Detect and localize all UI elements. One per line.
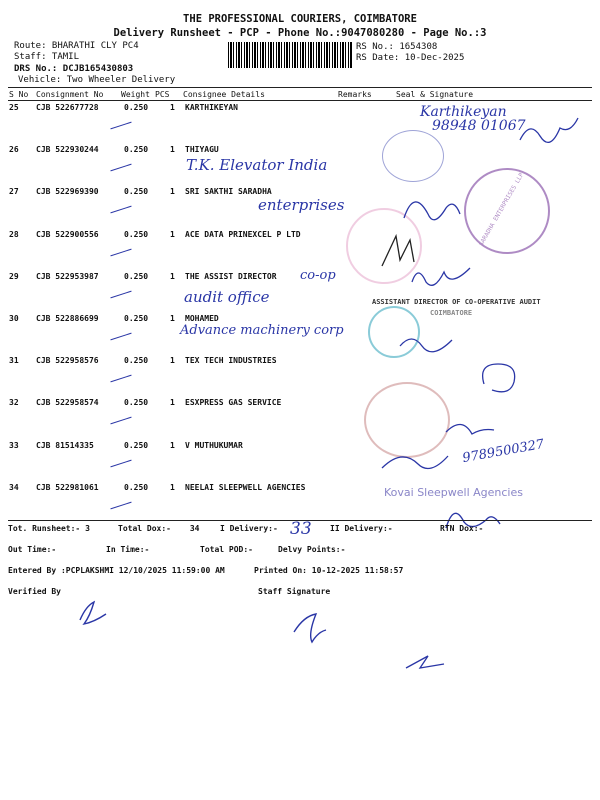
row-consignee: THIYAGU bbox=[185, 145, 219, 154]
row-pcs: 1 bbox=[170, 103, 175, 112]
route-label: Route: BHARATHI CLY PC4 bbox=[14, 41, 139, 51]
col-consignment: Consignment No bbox=[36, 90, 104, 99]
row-pcs: 1 bbox=[170, 356, 175, 365]
row-consignment-no: CJB 522886699 bbox=[36, 314, 99, 323]
printed-on: Printed On: 10-12-2025 11:58:57 bbox=[254, 566, 404, 575]
row-weight: 0.250 bbox=[124, 103, 149, 112]
staff-label: Staff: TAMIL bbox=[14, 52, 80, 62]
row-consignment-no: CJB 522677728 bbox=[36, 103, 99, 112]
rs-date: RS Date: 10-Dec-2025 bbox=[356, 53, 465, 63]
col-sno: S No bbox=[9, 90, 29, 99]
vehicle-label: Vehicle: Two Wheeler Delivery bbox=[18, 75, 176, 85]
company-name: THE PROFESSIONAL COURIERS, COIMBATORE bbox=[183, 13, 417, 25]
row-consignee: TEX TECH INDUSTRIES bbox=[185, 356, 277, 365]
total-pod: Total POD:- bbox=[200, 545, 253, 554]
staff-signature-label: Staff Signature bbox=[258, 587, 331, 596]
signature-r27 bbox=[404, 202, 460, 220]
signature-staff bbox=[294, 614, 326, 642]
row-sno: 32 bbox=[9, 398, 19, 407]
stamp-r29-city: COIMBATORE bbox=[430, 309, 473, 317]
row-sno: 34 bbox=[9, 483, 19, 492]
col-pcs: PCS bbox=[155, 90, 170, 99]
totals-dox-value: 34 bbox=[189, 524, 200, 533]
hw-r25-phone: 98948 01067 bbox=[432, 118, 526, 134]
row-consignment-no: CJB 522958574 bbox=[36, 398, 99, 407]
row-sno: 27 bbox=[9, 187, 19, 196]
row-pcs: 1 bbox=[170, 272, 175, 281]
row-weight: 0.250 bbox=[124, 145, 149, 154]
hw-r30-note: Advance machinery corp bbox=[180, 323, 344, 338]
row-consignment-no: CJB 522958576 bbox=[36, 356, 99, 365]
row-consignee: NEELAI SLEEPWELL AGENCIES bbox=[185, 483, 306, 492]
row-weight: 0.250 bbox=[124, 230, 149, 239]
col-seal-signature: Seal & Signature bbox=[396, 90, 474, 99]
runsheet-title: Delivery Runsheet - PCP - Phone No.:9047080280 - Page No.:3 bbox=[113, 27, 487, 39]
hw-r29-note: co-op bbox=[300, 268, 336, 283]
col-remarks: Remarks bbox=[338, 90, 372, 99]
row-pcs: 1 bbox=[170, 398, 175, 407]
drs-value: DCJB165430803 bbox=[62, 64, 134, 74]
col-consignee: Consignee Details bbox=[183, 90, 265, 99]
signature-r32 bbox=[446, 424, 494, 434]
out-time: Out Time:- bbox=[8, 545, 57, 554]
delivery-points: Delvy Points:- bbox=[278, 545, 346, 554]
row-pcs: 1 bbox=[170, 187, 175, 196]
hw-r25-name: Karthikeyan bbox=[420, 104, 507, 120]
signature-bottom-mark bbox=[406, 656, 444, 668]
drs-label: DRS No.: bbox=[14, 64, 58, 74]
row-pcs: 1 bbox=[170, 483, 175, 492]
row-consignment-no: CJB 522930244 bbox=[36, 145, 99, 154]
row-weight: 0.250 bbox=[124, 441, 149, 450]
hw-r33-phone: 9789500327 bbox=[461, 436, 546, 467]
hw-total-delivered: 33 bbox=[290, 519, 312, 539]
entered-by: Entered By :PCPLAKSHMI 12/10/2025 11:59:00 AM bbox=[8, 566, 225, 575]
row-weight: 0.250 bbox=[124, 187, 149, 196]
signature-verified bbox=[80, 602, 106, 624]
totals-ii-delivery: II Delivery:- bbox=[330, 524, 393, 533]
row-sno: 31 bbox=[9, 356, 19, 365]
row-pcs: 1 bbox=[170, 230, 175, 239]
row-weight: 0.250 bbox=[124, 483, 149, 492]
row-pcs: 1 bbox=[170, 314, 175, 323]
signature-r29 bbox=[412, 268, 470, 285]
row-consignee: SRI SAKTHI SARADHA bbox=[185, 187, 272, 196]
row-weight: 0.250 bbox=[124, 356, 149, 365]
row-weight: 0.250 bbox=[124, 314, 149, 323]
row-pcs: 1 bbox=[170, 441, 175, 450]
totals-i-delivery: I Delivery:- bbox=[220, 524, 278, 533]
in-time: In Time:- bbox=[106, 545, 150, 554]
row-consignee: MOHAMED bbox=[185, 314, 219, 323]
signature-r28 bbox=[382, 236, 414, 266]
totals-runsheet: Tot. Runsheet:- 3 bbox=[8, 524, 90, 533]
signature-r33 bbox=[382, 456, 448, 469]
stamp-r27-text: SARADHA ENTERPRISES LLP bbox=[477, 171, 526, 248]
row-sno: 25 bbox=[9, 103, 19, 112]
totals-rtn-dox: RTN Dox:- bbox=[440, 524, 484, 533]
stamp-r29-director: ASSISTANT DIRECTOR OF CO-OPERATIVE AUDIT bbox=[372, 298, 541, 306]
row-consignee: THE ASSIST DIRECTOR bbox=[185, 272, 277, 281]
row-sno: 28 bbox=[9, 230, 19, 239]
col-weight: Weight bbox=[121, 90, 150, 99]
verified-by: Verified By bbox=[8, 587, 61, 596]
row-consignment-no: CJB 522953987 bbox=[36, 272, 99, 281]
signature-r30 bbox=[400, 339, 452, 352]
totals-dox-label: Total Dox:- bbox=[118, 524, 171, 533]
row-sno: 33 bbox=[9, 441, 19, 450]
hw-r27-note: enterprises bbox=[258, 196, 345, 214]
row-consignment-no: CJB 522969390 bbox=[36, 187, 99, 196]
signature-r25 bbox=[520, 118, 578, 142]
hw-r29-note2: audit office bbox=[184, 288, 270, 306]
row-weight: 0.250 bbox=[124, 272, 149, 281]
row-consignment-no: CJB 522900556 bbox=[36, 230, 99, 239]
row-consignment-no: CJB 522981061 bbox=[36, 483, 99, 492]
hw-r26-note: T.K. Elevator India bbox=[186, 156, 328, 174]
signature-r31 bbox=[483, 364, 515, 392]
row-consignee: ESXPRESS GAS SERVICE bbox=[185, 398, 282, 407]
row-sno: 30 bbox=[9, 314, 19, 323]
row-consignment-no: CJB 81514335 bbox=[36, 441, 94, 450]
row-sno: 29 bbox=[9, 272, 19, 281]
stamp-r34-sleepwell: Kovai Sleepwell Agencies bbox=[384, 486, 523, 499]
row-sno: 26 bbox=[9, 145, 19, 154]
row-pcs: 1 bbox=[170, 145, 175, 154]
row-consignee: V MUTHUKUMAR bbox=[185, 441, 243, 450]
totals-dox bbox=[118, 524, 199, 533]
row-weight: 0.250 bbox=[124, 398, 149, 407]
rs-number: RS No.: 1654308 bbox=[356, 42, 438, 52]
row-consignee: ACE DATA PRINEXCEL P LTD bbox=[185, 230, 301, 239]
row-consignee: KARTHIKEYAN bbox=[185, 103, 238, 112]
